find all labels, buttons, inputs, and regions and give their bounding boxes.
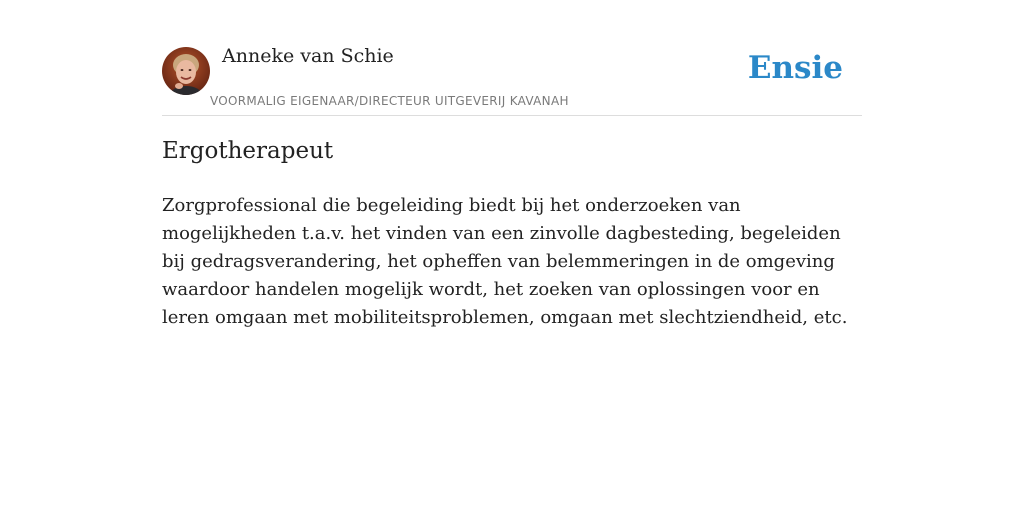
- entry-card: [162, 0, 862, 328]
- avatar-photo: [162, 47, 210, 95]
- entry-header: [162, 0, 862, 116]
- author-name[interactable]: Anneke van Schie: [222, 45, 394, 67]
- brand-logo[interactable]: Ensie: [747, 50, 843, 86]
- author-role: VOORMALIG EIGENAAR/DIRECTEUR UITGEVERIJ KAVANAH: [210, 94, 569, 108]
- entry-term: Ergotherapeut: [162, 138, 334, 164]
- author-avatar[interactable]: [162, 47, 210, 95]
- entry-definition: Zorgprofessional die begeleiding biedt bij het onderzoeken van mogelijkheden t.a.v. het vinden van een zinvolle dagbesteding, begeleiden bij gedragsverandering, het opheffen van belemmeringen in de omgeving waardoor handelen mogelijk wordt, het zoeken van oplossingen voor en leren omgaan met mobiliteitsproblemen, omgaan met slechtziendheid, etc.: [162, 195, 848, 328]
